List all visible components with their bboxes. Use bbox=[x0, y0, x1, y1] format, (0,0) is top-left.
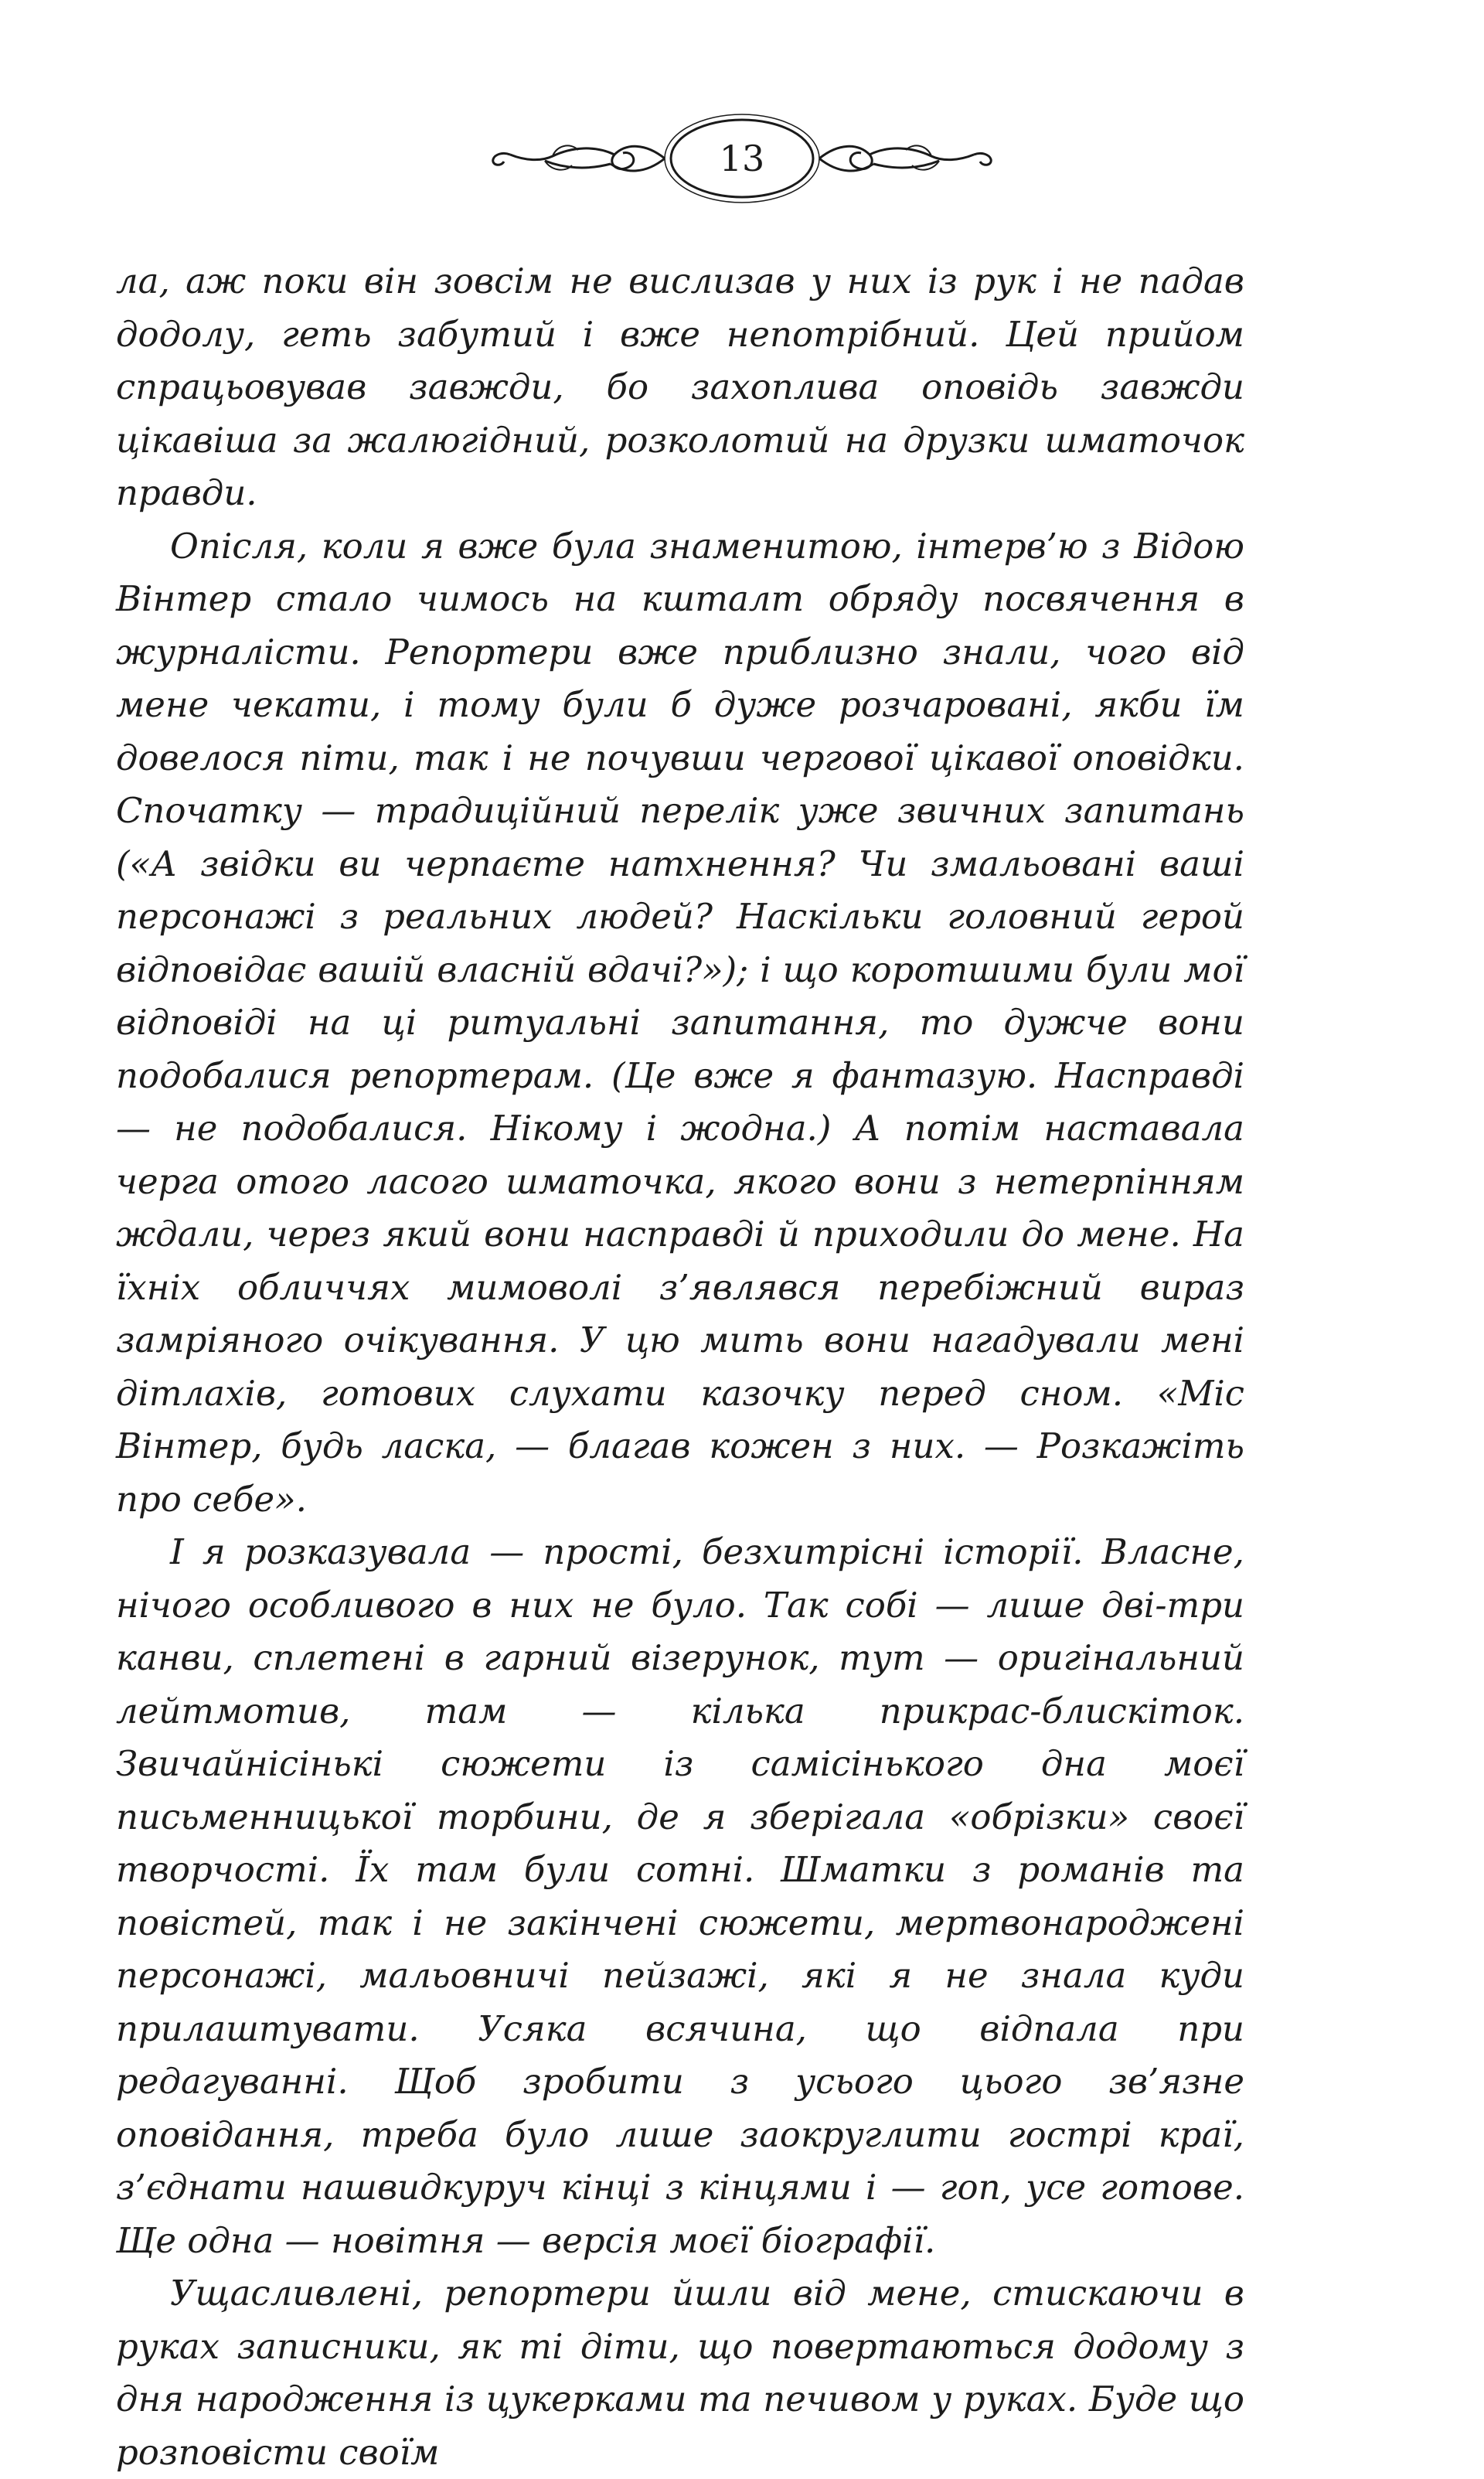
paragraph: І я розказувала — прості, безхитрісні історії. Власне, нічого особливого в них не було. Так собі — лише дві-три канви, сплетені в гарний візерунок, тут — оригінальний лейтмотив, там — кілька прикрас-блискіток. Звичайнісінькі сюжети із самісінького дна моєї письменницької торбини, де я зберігала «обрізки» своєї творчості. Їх там були сотні. Шматки з романів та повістей, так і не закінчені сюжети, мертвонароджені персонажі, мальовничі пейзажі, які я не знала куди прилаштувати. Усяка всячина, що відпала при редагуванні. Щоб зробити з усього цього зв’язне оповідання, треба було лише заокруглити гострі краї, з’єднати нашвидкуруч кінці з кінцями і — гоп, усе готове. Ще одна — новітня — версія моєї біографії. bbox=[116, 1531, 1244, 2261]
body-text bbox=[116, 255, 1244, 2479]
paragraph-continuation: ла, аж поки він зовсім не вислизав у них із рук і не падав додолу, геть забутий і вже непотрібний. Цей прийом спрацьовував завжди, бо захоплива оповідь завжди цікавіша за жалюгідний, розколотий на друзки шматочок правди. bbox=[116, 260, 1244, 513]
paragraph: Ущасливлені, репортери йшли від мене, стискаючи в руках записники, як ті діти, що повертаються додому з дня народження із цукерками та печивом у руках. Буде що розповісти своїм bbox=[116, 2273, 1244, 2473]
page-number: 13 bbox=[719, 138, 765, 179]
page-header-ornament bbox=[479, 108, 1005, 209]
paragraph: Опісля, коли я вже була знаменитою, інтерв’ю з Відою Вінтер стало чимось на кшталт обряду посвячення в журналісти. Репортери вже приблизно знали, чого від мене чекати, і тому були б дуже розчаровані, якби їм довелося піти, так і не почувши чергової цікавої оповідки. Спочатку — традиційний перелік уже звичних запитань («А звідки ви черпаєте натхнення? Чи змальовані ваші персонажі з реальних людей? Наскільки головний герой відповідає вашій власній вдачі?»); і що коротшими були мої відповіді на ці ритуальні запитання, то дужче вони подобалися репортерам. (Це вже я фантазую. Насправді — не подобалися. Нікому і жодна.) А потім наставала черга отого ласого шматочка, якого вони з нетерпінням ждали, через який вони насправді й приходили до мене. На їхніх обличчях мимоволі з’являвся перебіжний вираз замріяного очікування. У цю мить вони нагадували мені дітлахів, готових слухати казочку перед сном. «Міс Вінтер, будь ласка, — благав кожен з них. — Розкажіть про себе». bbox=[116, 525, 1244, 1520]
